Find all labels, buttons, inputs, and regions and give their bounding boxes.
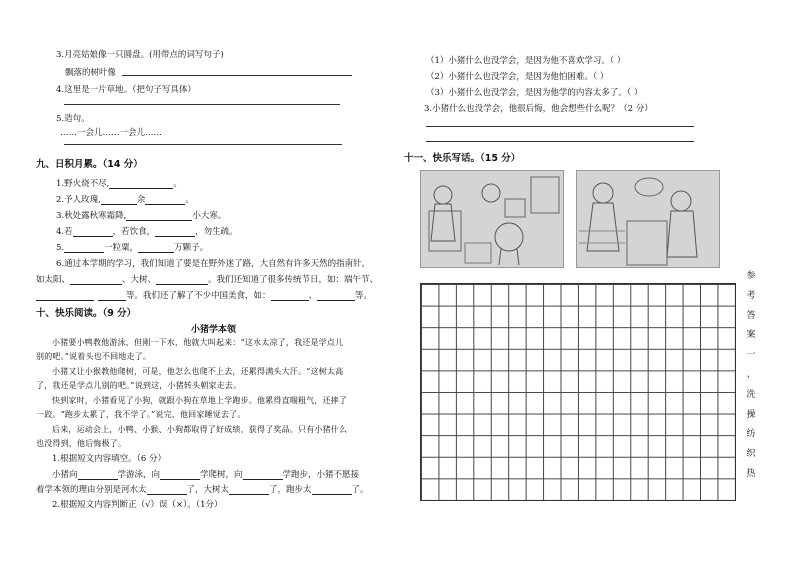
sidebar-char: 操 (746, 409, 756, 420)
blank[interactable] (160, 470, 200, 480)
sec10-q1-line1: 小猪向 学游泳，向 学爬树，向 学跑步，小猪不愿接 (52, 470, 360, 480)
sidebar-char: 织 (746, 449, 756, 460)
judge-1: （1）小猪什么也没学会，是因为他不喜欢学习。（ ） (426, 56, 626, 66)
blank[interactable] (312, 485, 352, 495)
sec9-l5: 5. 一粒粟， 万颗子。 (56, 243, 209, 253)
q3-answer-line-1[interactable] (426, 126, 694, 127)
sidebar-char: 案 (746, 330, 756, 341)
writing-grid[interactable] (420, 283, 736, 501)
sec9-l1: 1.野火烧不尽, 。 (56, 179, 182, 189)
q5-pattern: ……一会儿……一会儿…… (60, 128, 163, 138)
sec10-q1: 1.根据短文内容填空。（6 分） (52, 454, 166, 464)
blank[interactable] (155, 227, 195, 237)
blank[interactable] (64, 243, 104, 253)
blank[interactable] (271, 291, 309, 301)
story-p4a: 后来，运动会上，小鸭、小猴、小狗都取得了好成绩，获得了奖品。只有小猪什么 (52, 425, 348, 434)
blank[interactable] (101, 195, 137, 205)
blank[interactable] (317, 291, 355, 301)
judge-3: （3）小猪什么也没学会，是因为他学的内容太多了。（ ） (426, 88, 643, 98)
blank[interactable] (147, 485, 187, 495)
story-p2a: 小猪又让小猴教他爬树，可是，他怎么也爬不上去，还累得满头大汗。“这树太高 (52, 367, 344, 376)
sidebar-char: 、 (746, 369, 756, 380)
story-p1b: 别的吧。”说着头也不回地走了。 (36, 352, 152, 361)
sidebar-char: 一 (746, 350, 756, 361)
q3-prompt-right: 3.小猪什么也没学会，他很后悔，他会想些什么呢？（2 分） (424, 104, 653, 114)
story-p4b: 也没得到，他后悔极了。 (36, 439, 127, 448)
sec9-title: 九、日积月累。（14 分） (36, 159, 143, 170)
blank[interactable] (73, 227, 113, 237)
q4-answer-line[interactable] (64, 104, 340, 105)
sidebar-char: 考 (746, 290, 756, 301)
blank[interactable] (156, 275, 208, 285)
sec9-l3: 3.秋处露秋寒霜降, 小大寒。 (56, 211, 227, 221)
sidebar-char: 热 (746, 468, 756, 479)
q3-start: 飘落的树叶像 (65, 68, 117, 78)
sidebar-char: 答 (746, 310, 756, 321)
blank[interactable] (109, 179, 173, 189)
q3-answer-line-2[interactable] (426, 141, 694, 142)
judge-2: （2）小猪什么也没学会，是因为他怕困难。（ ） (426, 72, 609, 82)
story-p1a: 小猪要小鸭教他游泳，但刚一下水，他就大叫起来：“这水太凉了，我还是学点儿 (52, 338, 344, 347)
sidebar-vertical-text (744, 272, 758, 490)
blank[interactable] (138, 243, 174, 253)
blank[interactable] (126, 211, 192, 221)
sec10-q2: 2.根据短文内容判断正（√）误（×）。（1分） (52, 500, 223, 510)
sidebar-char: 洗 (746, 389, 756, 400)
story-p3a: 快到家时，小猪看见了小狗，就跟小狗在草地上学跑步。他累得直喘粗气，还摔了 (52, 396, 348, 405)
q3-prompt: 3.月亮姑娘像一只圆盘。(用带点的词写句子) (56, 50, 224, 60)
sec9-l2: 2.予人玫瑰, 余 。 (56, 195, 194, 205)
q5-prompt: 5.造句。 (56, 114, 90, 124)
sec9-l4: 4.若 ，若饮食， ，勿生疏。 (56, 227, 238, 237)
sec9-l6-line2: 如太阳、 、大树、 。我们还知道了很多传统节日，如：端午节、 (36, 275, 379, 285)
story-p2b: 了，我还是学点儿别的吧。”说到这，小猪转头朝家走去。 (36, 381, 242, 390)
sidebar-char: 纺 (746, 429, 756, 440)
blank[interactable] (36, 291, 94, 301)
blank[interactable] (78, 470, 118, 480)
sec9-l6-line3: 等。我们还了解了不少中国美食，如： 、 等。 (36, 289, 372, 301)
sec10-title: 十、快乐阅读。（9 分） (36, 308, 137, 319)
writing-picture-2 (576, 170, 720, 268)
writing-picture-1 (420, 170, 564, 268)
sec9-l6-line1: 6.通过本学期的学习，我们知道了要是在野外迷了路，大自然有许多天然的指南针， (56, 259, 371, 269)
story-p3b: 一跤。“跑步太累了，我不学了。”说完，他回家睡觉去了。 (36, 410, 246, 419)
q5-answer-line[interactable] (64, 144, 342, 145)
story-title: 小猪学本领 (191, 325, 237, 335)
q4-prompt: 4.这里是一片草地。（把句子写具体） (56, 85, 196, 95)
sec11-title: 十一、快乐写话。（15 分） (404, 153, 521, 164)
blank[interactable] (243, 470, 283, 480)
sec10-q1-line2: 着学本领的理由分别是河水太 了，大树太 了，跑步太 了。 (36, 485, 369, 495)
blank[interactable] (145, 195, 185, 205)
blank[interactable] (229, 485, 269, 495)
q3-answer-line[interactable] (122, 75, 352, 76)
sidebar-char: 参 (746, 271, 756, 281)
blank[interactable] (98, 291, 126, 301)
blank[interactable] (70, 275, 122, 285)
